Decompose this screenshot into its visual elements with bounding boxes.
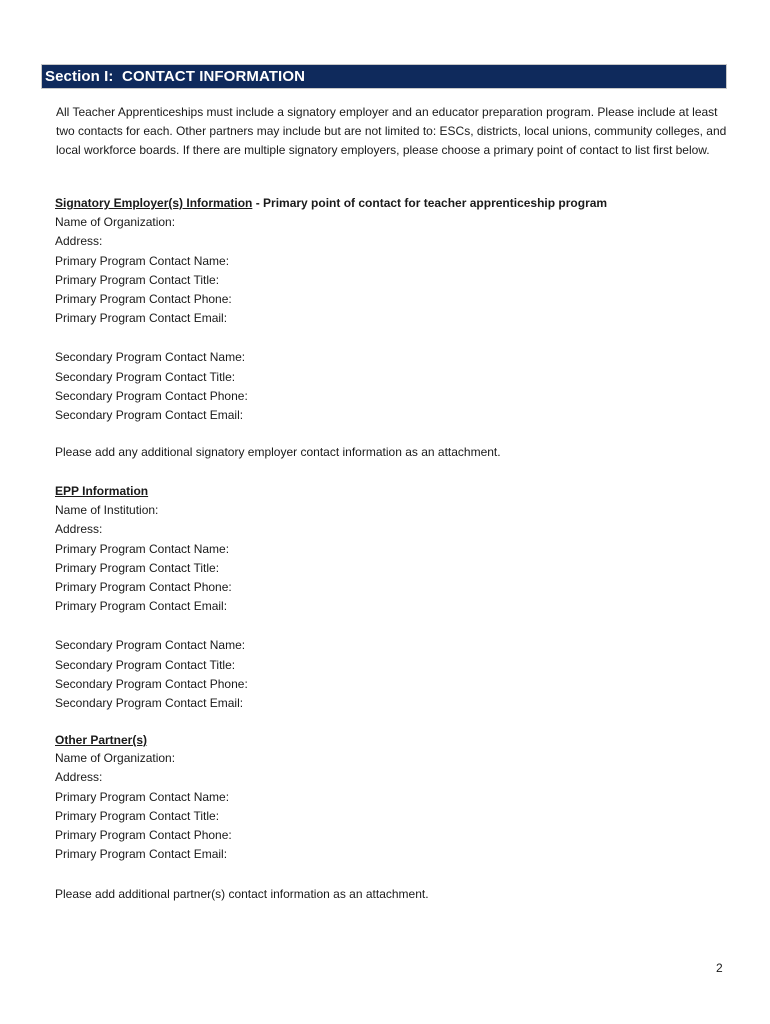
signatory-secondary-name-label: Secondary Program Contact Name: (55, 350, 246, 364)
signatory-secondary-email-label: Secondary Program Contact Email: (55, 408, 244, 422)
epp-primary-phone-label: Primary Program Contact Phone: (55, 580, 232, 594)
section-title: Section I: CONTACT INFORMATION (45, 68, 306, 85)
signatory-heading: Signatory Employer(s) Information (55, 196, 253, 210)
signatory-primary-title-label: Primary Program Contact Title: (55, 273, 220, 287)
signatory-heading-line (55, 196, 607, 211)
other-primary-name-label: Primary Program Contact Name: (55, 790, 230, 804)
other-address-label: Address: (55, 770, 103, 784)
epp-secondary-email-label: Secondary Program Contact Email: (55, 696, 244, 710)
epp-secondary-title-label: Secondary Program Contact Title: (55, 658, 236, 672)
signatory-secondary-title-label: Secondary Program Contact Title: (55, 370, 236, 384)
other-org-label: Name of Organization: (55, 751, 176, 765)
other-heading: Other Partner(s) (55, 733, 148, 747)
epp-primary-name-label: Primary Program Contact Name: (55, 542, 230, 556)
epp-address-label: Address: (55, 522, 103, 536)
signatory-primary-name-label: Primary Program Contact Name: (55, 254, 230, 268)
section-header-bar (41, 64, 727, 89)
page-number: 2 (716, 961, 723, 975)
other-primary-phone-label: Primary Program Contact Phone: (55, 828, 232, 842)
intro-paragraph: All Teacher Apprenticeships must include a signatory employer and an educator preparation program. Please include at least two contacts for each. Other partners may include but are not limited to: ESCs, districts, local unions, community colleges, and local workforce boards. If there are multiple signatory employers, please choose a primary point of contact to list first below. (56, 105, 727, 157)
other-primary-email-label: Primary Program Contact Email: (55, 847, 228, 861)
signatory-attachment-note: Please add any additional signatory employer contact information as an attachment. (55, 445, 501, 459)
signatory-address-label: Address: (55, 234, 103, 248)
signatory-heading-suffix: - Primary point of contact for teacher apprenticeship program (252, 196, 608, 210)
epp-heading: EPP Information (55, 484, 149, 498)
other-attachment-note: Please add additional partner(s) contact information as an attachment. (55, 887, 429, 901)
epp-institution-label: Name of Institution: (55, 503, 159, 517)
signatory-primary-email-label: Primary Program Contact Email: (55, 311, 228, 325)
signatory-secondary-phone-label: Secondary Program Contact Phone: (55, 389, 248, 403)
epp-primary-title-label: Primary Program Contact Title: (55, 561, 220, 575)
epp-primary-email-label: Primary Program Contact Email: (55, 599, 228, 613)
epp-secondary-name-label: Secondary Program Contact Name: (55, 638, 246, 652)
signatory-org-label: Name of Organization: (55, 215, 176, 229)
epp-secondary-phone-label: Secondary Program Contact Phone: (55, 677, 248, 691)
other-primary-title-label: Primary Program Contact Title: (55, 809, 220, 823)
signatory-primary-phone-label: Primary Program Contact Phone: (55, 292, 232, 306)
